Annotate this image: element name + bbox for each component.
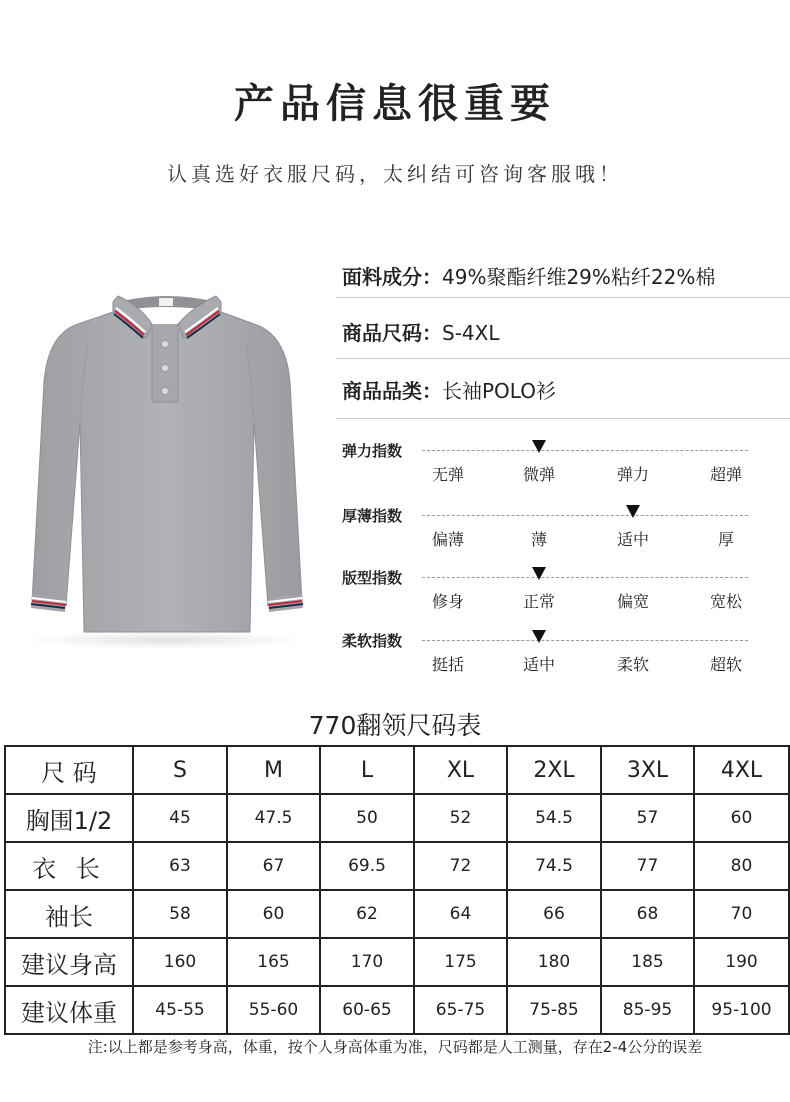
table-header-row xyxy=(5,746,789,794)
table-cell: 50 xyxy=(320,794,414,842)
table-row xyxy=(5,890,789,938)
table-cell: 85-95 xyxy=(601,986,694,1034)
index-option: 柔软 xyxy=(616,655,649,674)
size-header-cell: L xyxy=(320,746,414,794)
table-cell: 58 xyxy=(133,890,227,938)
size-range-label: 商品尺码： xyxy=(342,321,442,345)
table-row xyxy=(5,938,789,986)
table-cell: 45-55 xyxy=(133,986,227,1034)
table-cell: 170 xyxy=(320,938,414,986)
fabric-value: 49%聚酯纤维29%粘纤22%棉 xyxy=(442,265,716,289)
table-cell: 180 xyxy=(507,938,601,986)
category-label: 商品品类： xyxy=(342,379,442,403)
table-cell: 70 xyxy=(694,890,789,938)
index-option: 适中 xyxy=(522,655,555,674)
table-cell: 45 xyxy=(133,794,227,842)
category-value: 长袖POLO衫 xyxy=(442,379,556,403)
index-option: 薄 xyxy=(530,530,547,549)
index-option: 修身 xyxy=(431,592,464,611)
fabric-info xyxy=(342,262,790,292)
table-cell: 54.5 xyxy=(507,794,601,842)
table-cell: 165 xyxy=(227,938,320,986)
index-option: 挺括 xyxy=(431,655,464,674)
size-header-label: 尺 码 xyxy=(5,746,133,794)
table-cell: 160 xyxy=(133,938,227,986)
table-cell: 190 xyxy=(694,938,789,986)
table-cell: 68 xyxy=(601,890,694,938)
table-cell: 62 xyxy=(320,890,414,938)
table-cell: 69.5 xyxy=(320,842,414,890)
category-info xyxy=(342,376,790,406)
row-label: 胸围1/2 xyxy=(5,794,133,842)
page-subtitle: 认真选好衣服尺码，太纠结可咨询客服哦！ xyxy=(167,162,623,186)
divider xyxy=(336,297,790,298)
size-header-cell: S xyxy=(133,746,227,794)
index-marker-icon xyxy=(532,567,546,580)
divider xyxy=(336,418,790,419)
table-row xyxy=(5,794,789,842)
size-header-cell: 2XL xyxy=(507,746,601,794)
table-cell: 74.5 xyxy=(507,842,601,890)
page-title: 产品信息很重要 xyxy=(234,81,556,127)
size-table-title: 770翻领尺码表 xyxy=(308,711,482,740)
size-range-info xyxy=(342,318,790,348)
table-cell: 80 xyxy=(694,842,789,890)
table-cell: 77 xyxy=(601,842,694,890)
index-option: 厚 xyxy=(717,530,734,549)
index-label: 厚薄指数 xyxy=(342,507,403,525)
index-marker-icon xyxy=(532,630,546,643)
index-option: 弹力 xyxy=(616,465,649,484)
index-label: 版型指数 xyxy=(342,569,403,587)
size-range-value: S-4XL xyxy=(442,321,500,345)
index-option: 超软 xyxy=(709,655,742,674)
table-cell: 47.5 xyxy=(227,794,320,842)
row-label: 建议身高 xyxy=(5,938,133,986)
size-header-cell: M xyxy=(227,746,320,794)
table-cell: 60-65 xyxy=(320,986,414,1034)
size-header-cell: 3XL xyxy=(601,746,694,794)
index-option: 宽松 xyxy=(709,592,742,611)
table-cell: 185 xyxy=(601,938,694,986)
size-table xyxy=(4,745,790,1035)
table-cell: 57 xyxy=(601,794,694,842)
row-label: 建议体重 xyxy=(5,986,133,1034)
size-header-cell: XL xyxy=(414,746,507,794)
table-row xyxy=(5,986,789,1034)
table-cell: 64 xyxy=(414,890,507,938)
measurement-note: 注:以上都是参考身高，体重，按个人身高体重为准，尺码都是人工测量，存在2-4公分的误差 xyxy=(87,1038,703,1056)
index-scale-line xyxy=(422,577,748,578)
index-option: 微弹 xyxy=(522,465,555,484)
index-option: 偏薄 xyxy=(431,530,464,549)
index-label: 柔软指数 xyxy=(342,632,403,650)
row-label: 袖长 xyxy=(5,890,133,938)
table-cell: 75-85 xyxy=(507,986,601,1034)
index-option: 超弹 xyxy=(709,465,742,484)
index-scale-line xyxy=(422,515,748,516)
table-cell: 55-60 xyxy=(227,986,320,1034)
table-cell: 72 xyxy=(414,842,507,890)
table-cell: 65-75 xyxy=(414,986,507,1034)
fabric-label: 面料成分： xyxy=(342,265,442,289)
divider xyxy=(336,358,790,359)
index-option: 无弹 xyxy=(431,465,464,484)
index-scale-line xyxy=(422,450,748,451)
table-cell: 175 xyxy=(414,938,507,986)
long-sleeve-polo-shirt-icon xyxy=(18,272,314,652)
size-header-cell: 4XL xyxy=(694,746,789,794)
table-cell: 63 xyxy=(133,842,227,890)
row-label: 衣 长 xyxy=(5,842,133,890)
index-marker-icon xyxy=(532,440,546,453)
index-marker-icon xyxy=(626,505,640,518)
table-cell: 66 xyxy=(507,890,601,938)
table-cell: 95-100 xyxy=(694,986,789,1034)
index-scale-line xyxy=(422,640,748,641)
table-cell: 52 xyxy=(414,794,507,842)
index-option: 正常 xyxy=(522,592,555,611)
table-cell: 60 xyxy=(694,794,789,842)
index-option: 偏宽 xyxy=(616,592,649,611)
table-row xyxy=(5,842,789,890)
index-option: 适中 xyxy=(616,530,649,549)
index-label: 弹力指数 xyxy=(342,442,403,460)
table-cell: 60 xyxy=(227,890,320,938)
table-cell: 67 xyxy=(227,842,320,890)
